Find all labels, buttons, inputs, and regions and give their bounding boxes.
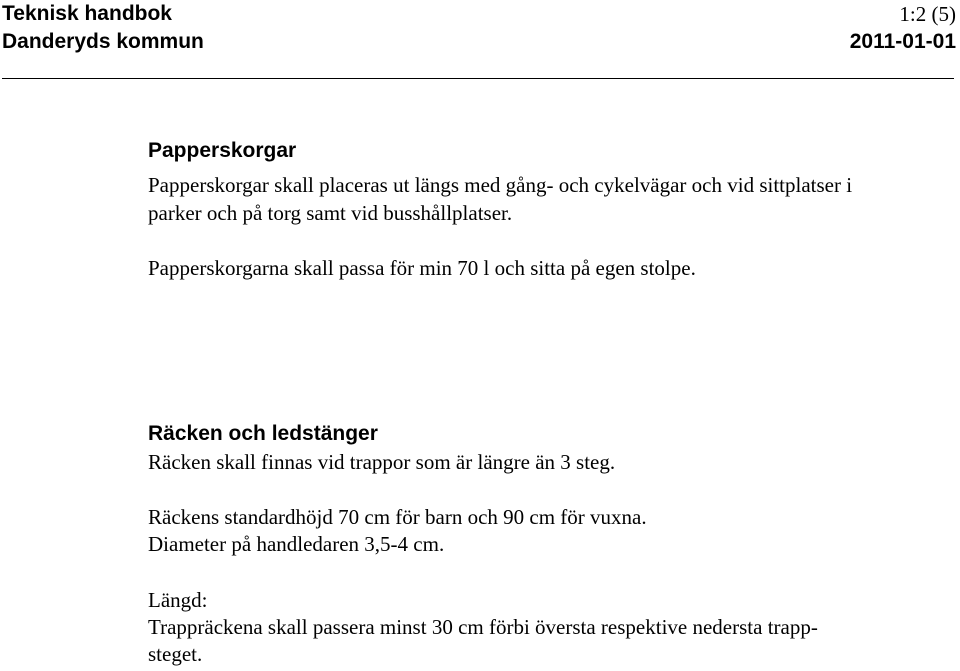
paragraph-line: Papperskorgar skall placeras ut längs med gång- och cykelvägar och vid sittplatser i <box>148 173 853 197</box>
paragraph-line: parker och på torg samt vid busshållplatser. <box>148 201 513 225</box>
paragraph-line: Papperskorgarna skall passa för min 70 l och sitta på egen stolpe. <box>148 256 696 280</box>
paragraph-line: steget. <box>148 642 203 666</box>
document-date: 2011-01-01 <box>849 30 956 53</box>
section-heading-papperskorgar: Papperskorgar <box>148 139 297 162</box>
paragraph-line: Räcken skall finnas vid trappor som är längre än 3 steg. <box>148 450 616 474</box>
header-divider <box>2 78 954 79</box>
page-header <box>2 0 958 80</box>
page-reference: 1:2 (5) <box>899 2 956 26</box>
paragraph-line: Trappräckena skall passera minst 30 cm förbi översta respektive nedersta trapp- <box>148 615 818 639</box>
paragraph-line: Längd: <box>148 588 208 612</box>
organization-name: Danderyds kommun <box>2 30 204 53</box>
paragraph-line: Räckens standardhöjd 70 cm för barn och 90 cm för vuxna. <box>148 505 647 529</box>
section-heading-racken: Räcken och ledstänger <box>148 422 378 445</box>
paragraph-line: Diameter på handledaren 3,5-4 cm. <box>148 532 445 556</box>
document-title: Teknisk handbok <box>2 2 172 25</box>
